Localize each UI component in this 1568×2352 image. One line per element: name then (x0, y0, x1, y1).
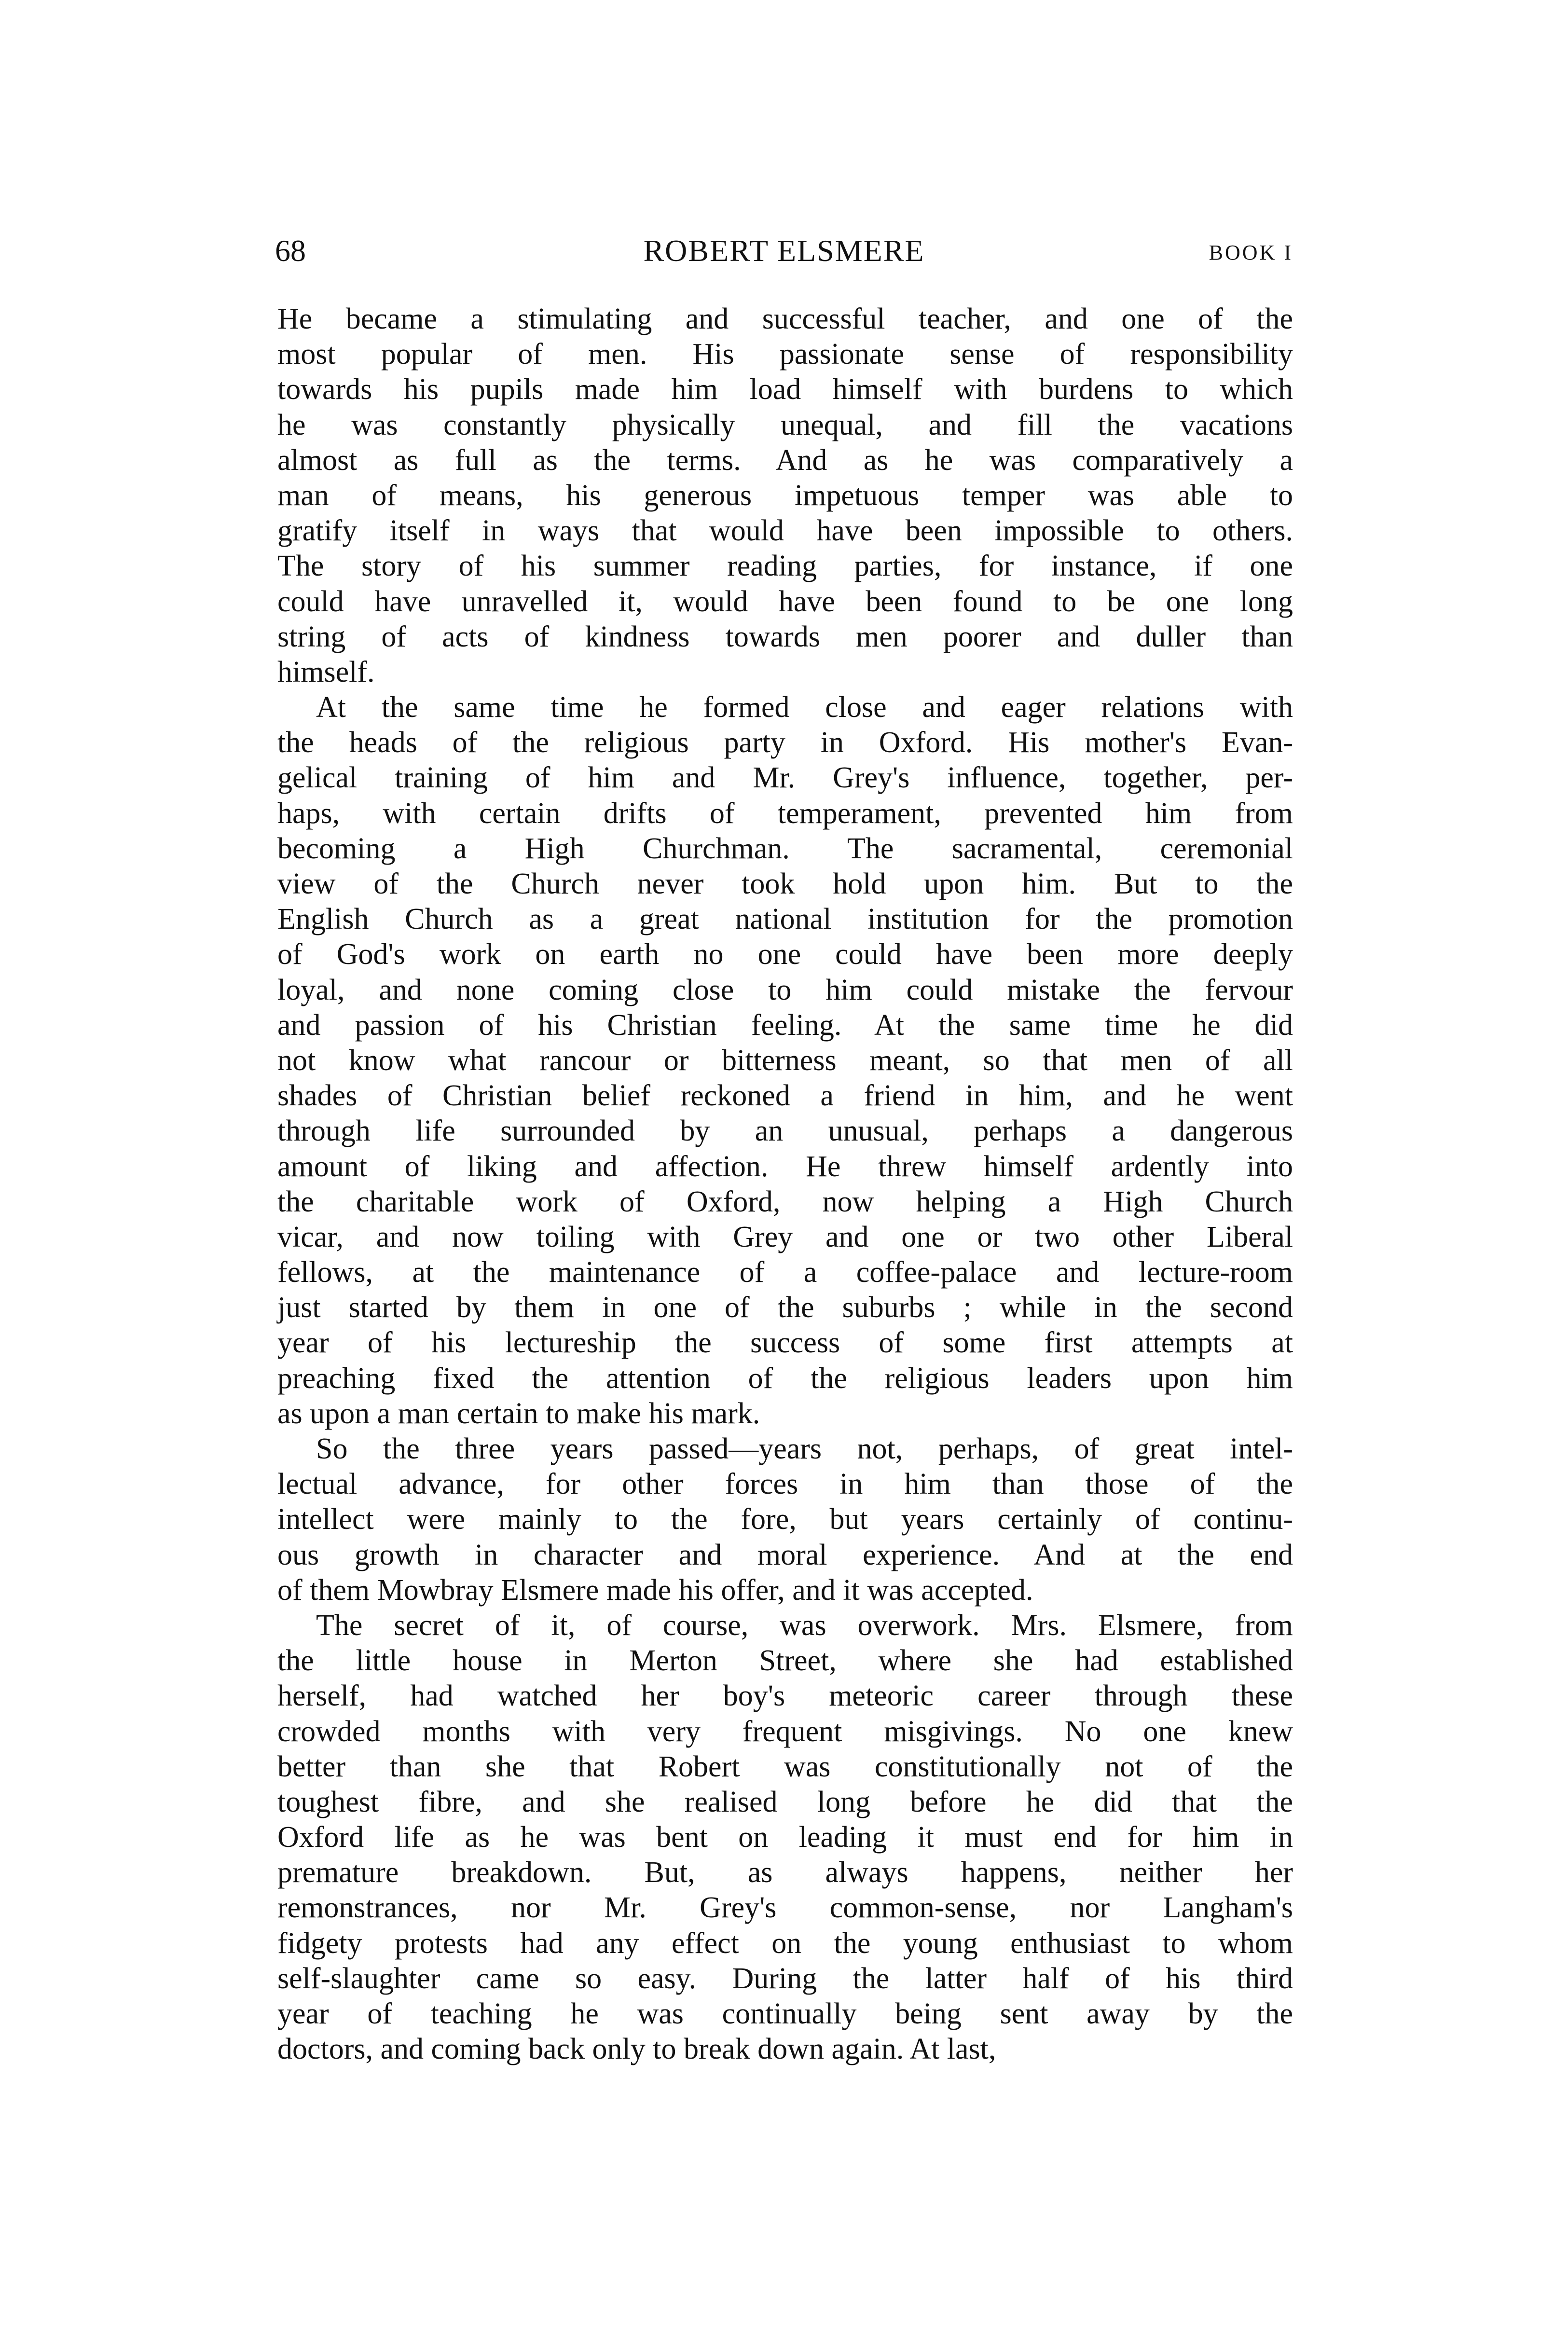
text-line: self-slaughter came so easy. During the latter half of his third (277, 1962, 1293, 1995)
running-title: ROBERT ELSMERE (643, 234, 925, 268)
paragraph (277, 690, 1293, 1431)
text-line: view of the Church never took hold upon him. But to the (277, 867, 1293, 900)
text-line: crowded months with very frequent misgivings. No one knew (277, 1715, 1293, 1748)
text-line: At the same time he formed close and eager relations with (316, 691, 1293, 724)
text-line: year of teaching he was continually being sent away by the (277, 1997, 1293, 2030)
text-line: through life surrounded by an unusual, perhaps a dangerous (277, 1114, 1293, 1148)
text-line: most popular of men. His passionate sense of responsibility (277, 338, 1293, 371)
text-line: man of means, his generous impetuous temper was able to (277, 479, 1293, 512)
text-line: the little house in Merton Street, where she had established (277, 1644, 1293, 1678)
text-line: himself. (277, 655, 375, 688)
text-line: just started by them in one of the suburbs ; while in the second (277, 1291, 1293, 1324)
text-line: He became a stimulating and successful teacher, and one of the (277, 303, 1293, 335)
text-line: English Church as a great national institution for the promotion (277, 903, 1293, 936)
text-line: Oxford life as he was bent on leading it must end for him in (277, 1821, 1293, 1854)
text-line: toughest fibre, and she realised long before he did that the (277, 1785, 1293, 1818)
text-line: fidgety protests had any effect on the young enthusiast to whom (277, 1926, 1293, 1960)
book-label: BOOK I (1209, 241, 1293, 264)
text-line: becoming a High Churchman. The sacramental, ceremonial (277, 832, 1293, 865)
text-line: remonstrances, nor Mr. Grey's common-sense, nor Langham's (277, 1891, 1293, 1925)
body-text (277, 302, 1293, 2067)
text-line: gelical training of him and Mr. Grey's influence, together, per- (277, 761, 1293, 795)
text-line: as upon a man certain to make his mark. (277, 1397, 760, 1430)
paragraph (277, 1431, 1293, 1608)
text-line: intellect were mainly to the fore, but years certainly of continu- (277, 1503, 1293, 1536)
page-number: 68 (275, 234, 306, 268)
text-line: string of acts of kindness towards men poorer and duller than (277, 620, 1293, 653)
text-line: So the three years passed—years not, perhaps, of great intel- (316, 1432, 1293, 1465)
text-line: vicar, and now toiling with Grey and one or two other Liberal (277, 1220, 1293, 1253)
text-line: year of his lectureship the success of some first attempts at (277, 1326, 1293, 1360)
text-line: preaching fixed the attention of the religious leaders upon him (277, 1362, 1293, 1395)
text-line: towards his pupils made him load himself with burdens to which (277, 373, 1293, 406)
paragraph (277, 1608, 1293, 2067)
text-line: doctors, and coming back only to break down again. At last, (277, 2033, 996, 2066)
text-line: fellows, at the maintenance of a coffee-palace and lecture-room (277, 1256, 1293, 1289)
text-line: of them Mowbray Elsmere made his offer, and it was accepted. (277, 1573, 1033, 1607)
text-line: lectual advance, for other forces in him than those of the (277, 1468, 1293, 1501)
text-line: premature breakdown. But, as always happens, neither her (277, 1856, 1293, 1889)
text-line: almost as full as the terms. And as he was comparatively a (277, 443, 1293, 477)
text-line: shades of Christian belief reckoned a friend in him, and he went (277, 1079, 1293, 1113)
text-line: better than she that Robert was constitutionally not of the (277, 1750, 1293, 1783)
text-line: gratify itself in ways that would have been impossible to others. (277, 514, 1293, 548)
text-line: and passion of his Christian feeling. At the same time he did (277, 1008, 1293, 1042)
text-line: herself, had watched her boy's meteoric career through these (277, 1679, 1293, 1713)
text-line: not know what rancour or bitterness meant, so that men of all (277, 1044, 1293, 1077)
text-line: ous growth in character and moral experience. And at the end (277, 1538, 1293, 1571)
text-line: the charitable work of Oxford, now helping a High Church (277, 1185, 1293, 1218)
text-line: of God's work on earth no one could have been more deeply (277, 938, 1293, 971)
text-line: could have unravelled it, would have been found to be one long (277, 585, 1293, 618)
running-head (275, 232, 1293, 270)
text-line: amount of liking and affection. He threw himself ardently into (277, 1150, 1293, 1183)
paragraph (277, 302, 1293, 690)
text-line: the heads of the religious party in Oxford. His mother's Evan- (277, 726, 1293, 759)
text-line: The secret of it, of course, was overwork. Mrs. Elsmere, from (316, 1609, 1293, 1642)
text-line: he was constantly physically unequal, and fill the vacations (277, 408, 1293, 441)
text-line: The story of his summer reading parties, for instance, if one (277, 550, 1293, 583)
text-line: loyal, and none coming close to him could mistake the fervour (277, 973, 1293, 1006)
text-line: haps, with certain drifts of temperament, prevented him from (277, 797, 1293, 830)
